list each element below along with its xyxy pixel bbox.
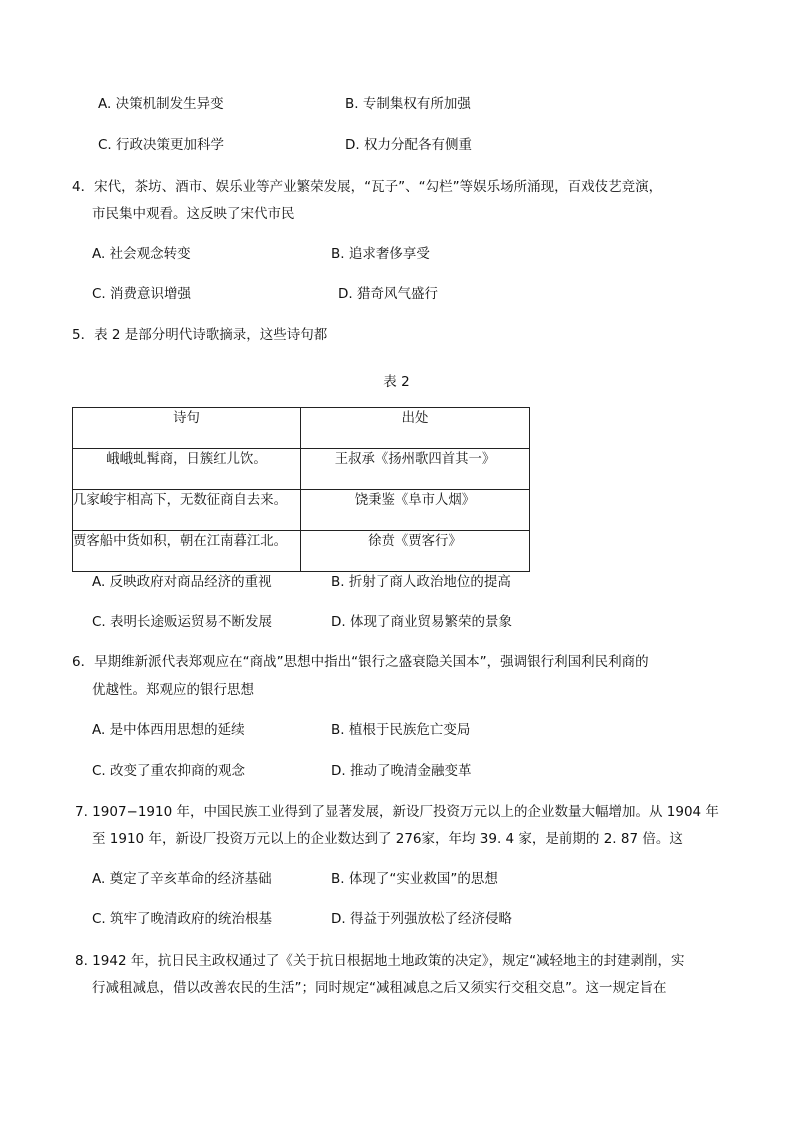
- table-row: [73, 449, 530, 490]
- q3-option-b: B. 专制集权有所加强: [345, 96, 471, 112]
- poetry-table: [72, 407, 530, 572]
- table-cell-poem: 几家峻宇相高下，无数征商自去来。: [73, 490, 301, 531]
- q4-stem-line2: 市民集中观看。这反映了宋代市民: [92, 206, 295, 222]
- q6-option-b: B. 植根于民族危亡变局: [331, 722, 471, 738]
- q4-option-c: C. 消费意识增强: [92, 286, 192, 302]
- q7-stem-line2: 至 1910 年，新设厂投资万元以上的企业数达到了 276家，年均 39. 4 家，是前期的 2. 87 倍。这: [92, 831, 683, 847]
- table-header-cell: 出处: [301, 408, 530, 449]
- q6-stem-line2: 优越性。郑观应的银行思想: [92, 682, 254, 698]
- table-cell-poem: 贾客船中货如积，朝在江南暮江北。: [73, 531, 301, 572]
- q6-option-a: A. 是中体西用思想的延续: [92, 722, 245, 738]
- table-row: [73, 531, 530, 572]
- q7-option-b: B. 体现了“实业救国”的思想: [331, 871, 498, 887]
- q8-stem-line1: 8. 1942 年，抗日民主政权通过了《关于抗日根据地土地政策的决定》，规定“减轻地主的封建剥削，实: [75, 953, 685, 969]
- table-caption: 表 2: [383, 374, 410, 390]
- table-cell-source: 饶秉鉴《阜市人烟》: [301, 490, 530, 531]
- q6-option-c: C. 改变了重农抑商的观念: [92, 763, 246, 779]
- q3-option-d: D. 权力分配各有侧重: [345, 137, 472, 153]
- q3-option-c: C. 行政决策更加科学: [98, 137, 225, 153]
- table-cell-poem: 峨峨虬髯商，日簇红儿饮。: [73, 449, 301, 490]
- q4-option-d: D. 猎奇风气盛行: [338, 286, 438, 302]
- q6-stem-line1: 6．早期维新派代表郑观应在“商战”思想中指出“银行之盛衰隐关国本”，强调银行利国利民利商的: [72, 654, 649, 670]
- q8-stem-line2: 行减租减息，借以改善农民的生活”；同时规定“减租减息之后又须实行交租交息”。这一规定旨在: [92, 980, 667, 996]
- q7-option-a: A. 奠定了辛亥革命的经济基础: [92, 871, 272, 887]
- q4-stem-line1: 4．宋代，茶坊、酒市、娱乐业等产业繁荣发展，“瓦子”、“勾栏”等娱乐场所涌现，百戏伎艺竞演，: [72, 179, 663, 195]
- q5-option-a: A. 反映政府对商品经济的重视: [92, 574, 272, 590]
- table-cell-source: 徐贲《贾客行》: [301, 531, 530, 572]
- q5-option-b: B. 折射了商人政治地位的提高: [331, 574, 511, 590]
- q5-option-d: D. 体现了商业贸易繁荣的景象: [331, 614, 512, 630]
- table-row: [73, 490, 530, 531]
- table-header-cell: 诗句: [73, 408, 301, 449]
- q4-option-b: B. 追求奢侈享受: [331, 246, 430, 262]
- q5-option-c: C. 表明长途贩运贸易不断发展: [92, 614, 273, 630]
- q5-stem: 5．表 2 是部分明代诗歌摘录，这些诗句都: [72, 327, 328, 343]
- q4-option-a: A. 社会观念转变: [92, 246, 191, 262]
- q3-option-a: A. 决策机制发生异变: [98, 96, 224, 112]
- table-cell-source: 王叔承《扬州歌四首其一》: [301, 449, 530, 490]
- q6-option-d: D. 推动了晚清金融变革: [331, 763, 472, 779]
- q7-option-c: C. 筑牢了晚清政府的统治根基: [92, 911, 273, 927]
- q7-option-d: D. 得益于列强放松了经济侵略: [331, 911, 512, 927]
- table-header-row: [73, 408, 530, 449]
- q7-stem-line1: 7. 1907−1910 年，中国民族工业得到了显著发展，新设厂投资万元以上的企业数量大幅增加。从 1904 年: [75, 804, 719, 820]
